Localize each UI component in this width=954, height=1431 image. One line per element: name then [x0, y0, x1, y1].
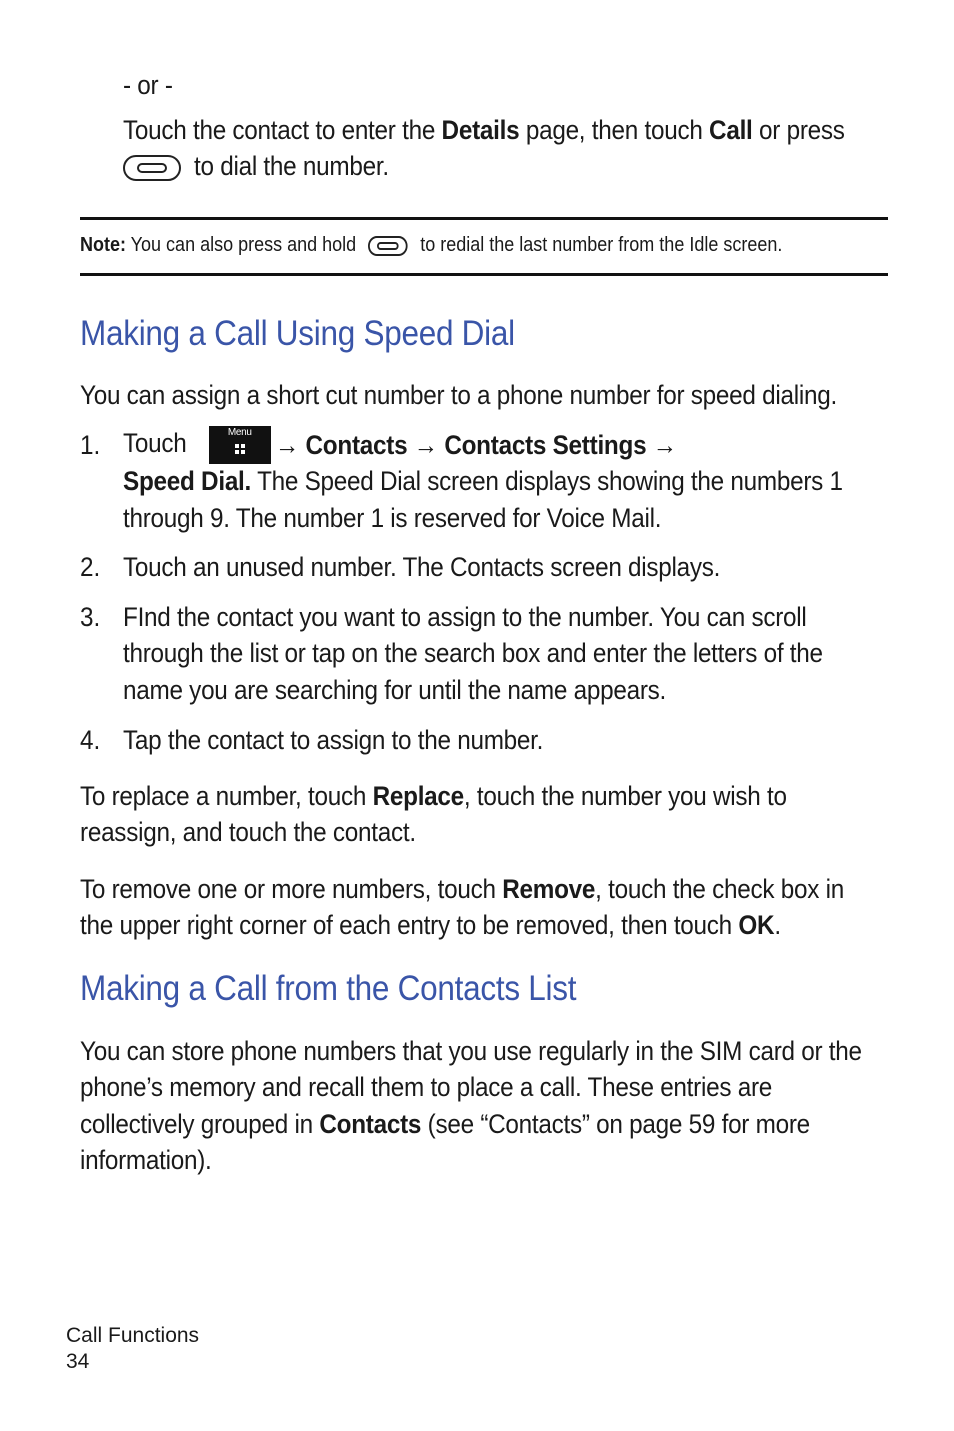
step-1-line1: Touch Menu [123, 425, 279, 464]
section-heading-contacts-list: Making a Call from the Contacts List [80, 969, 577, 1008]
footer-section-name: Call Functions [66, 1324, 200, 1347]
grid-icon [235, 444, 245, 454]
step-4-line1: Tap the contact to assign to the number. [123, 725, 544, 755]
arrow-icon: → [275, 430, 300, 460]
note-bottom-rule [80, 273, 888, 276]
step-3-line3: name you are searching for until the name appears. [123, 675, 667, 705]
arrow-icon: → [413, 430, 438, 460]
step-3-line1: FInd the contact you want to assign to the number. You can scroll [123, 602, 807, 632]
remove-line1: To remove one or more numbers, touch Remove, touch the check box in [80, 874, 844, 904]
note: Note: You can also press and hold to redial the last number from the Idle screen. [80, 234, 783, 256]
send-key-icon [368, 236, 408, 256]
step-1-path: → Contacts → Contacts Settings → [275, 430, 677, 460]
touch-contact-line1: Touch the contact to enter the Details page, then touch Call or press [123, 115, 845, 145]
contacts-list-line3: collectively grouped in Contacts (see “Contacts” on page 59 for more [80, 1109, 810, 1139]
step-1-line2: Speed Dial. The Speed Dial screen displays showing the numbers 1 [123, 466, 843, 496]
touch-contact-line2: to dial the number. [123, 148, 411, 185]
step-number: 3. [80, 602, 101, 632]
step-number: 1. [80, 430, 101, 460]
section-heading-speed-dial: Making a Call Using Speed Dial [80, 314, 515, 353]
step-number: 2. [80, 552, 101, 582]
replace-line1: To replace a number, touch Replace, touch the number you wish to [80, 781, 787, 811]
contacts-list-line4: information). [80, 1145, 212, 1175]
note-top-rule [80, 217, 888, 220]
step-2-line1: Touch an unused number. The Contacts screen displays. [123, 552, 721, 582]
remove-line2: the upper right corner of each entry to be removed, then touch OK. [80, 910, 781, 940]
menu-button-icon: Menu [209, 426, 271, 464]
step-number: 4. [80, 725, 101, 755]
or-divider: - or - [123, 70, 173, 100]
step-1-line3: through 9. The number 1 is reserved for Voice Mail. [123, 503, 662, 533]
step-3-line2: through the list or tap on the search box and enter the letters of the [123, 638, 823, 668]
page-number: 34 [66, 1350, 90, 1373]
send-key-icon [123, 155, 181, 181]
speed-dial-intro: You can assign a short cut number to a phone number for speed dialing. [80, 380, 837, 410]
contacts-list-line1: You can store phone numbers that you use regularly in the SIM card or the [80, 1036, 862, 1066]
arrow-icon: → [652, 430, 677, 460]
replace-line2: reassign, and touch the contact. [80, 817, 416, 847]
contacts-list-line2: phone’s memory and recall them to place a call. These entries are [80, 1072, 773, 1102]
